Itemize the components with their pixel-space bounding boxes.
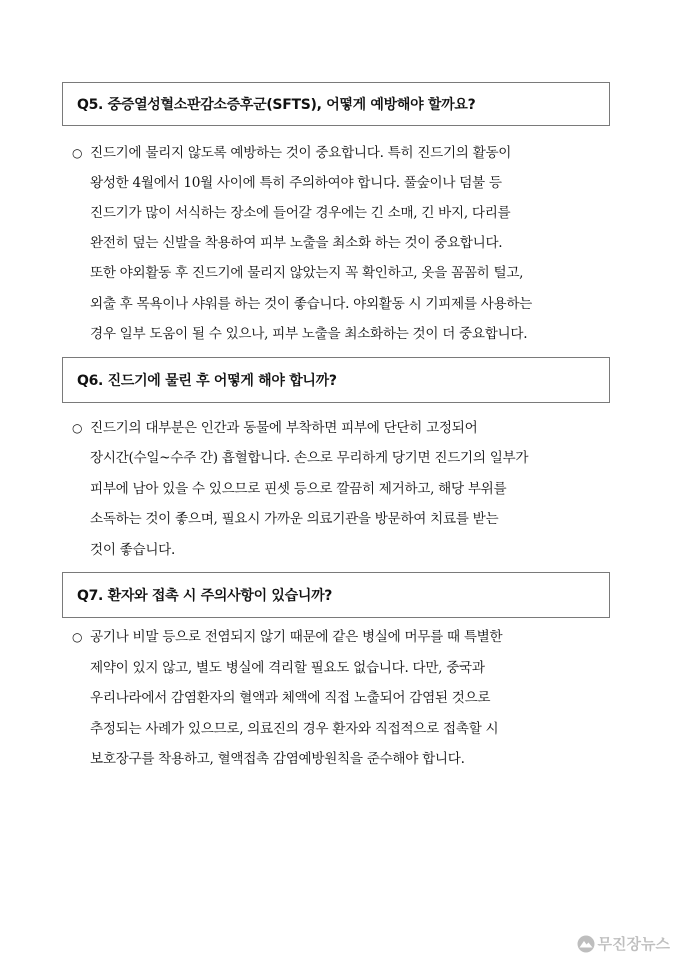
answer-line: 왕성한 4월에서 10월 사이에 특히 주의하여야 합니다. 풀숲이나 덤불 등	[90, 175, 502, 191]
answer-line: ○ 진드기의 대부분은 인간과 동물에 부착하면 피부에 단단히 고정되어	[72, 420, 478, 436]
answer-line: 것이 좋습니다.	[90, 542, 176, 558]
question-title-q7: Q7. 환자와 접촉 시 주의사항이 있습니까?	[77, 588, 333, 604]
question-box-q6	[62, 357, 610, 403]
question-title-q5: Q5. 중증열성혈소판감소증후군(SFTS), 어떻게 예방해야 할까요?	[77, 97, 476, 113]
mountain-logo-icon	[577, 935, 595, 953]
question-title-q6: Q6. 진드기에 물린 후 어떻게 해야 합니까?	[77, 373, 337, 389]
answer-line: ○ 공기나 비말 등으로 전염되지 않기 때문에 같은 병실에 머무를 때 특별한	[72, 629, 503, 645]
watermark	[577, 933, 670, 954]
answer-line: 추정되는 사례가 있으므로, 의료진의 경우 환자와 직접적으로 접촉할 시	[90, 721, 499, 737]
question-box-q7	[62, 572, 610, 618]
answer-line: 피부에 남아 있을 수 있으므로 핀셋 등으로 깔끔히 제거하고, 해당 부위를	[90, 481, 507, 497]
answer-line: 경우 일부 도움이 될 수 있으나, 피부 노출을 최소화하는 것이 더 중요합니다.	[90, 326, 528, 342]
bullet-icon: ○	[72, 146, 83, 160]
answer-line: 진드기가 많이 서식하는 장소에 들어갈 경우에는 긴 소매, 긴 바지, 다리를	[90, 205, 511, 221]
answer-line: 우리나라에서 감염환자의 혈액과 체액에 직접 노출되어 감염된 것으로	[90, 690, 491, 706]
watermark-text: 무진장뉴스	[597, 935, 670, 953]
answer-line: 소독하는 것이 좋으며, 필요시 가까운 의료기관을 방문하여 치료를 받는	[90, 511, 499, 527]
answer-line: 또한 야외활동 후 진드기에 물리지 않았는지 꼭 확인하고, 옷을 꼼꼼히 털고,	[90, 265, 524, 281]
answer-line: 장시간(수일~수주 간) 흡혈합니다. 손으로 무리하게 당기면 진드기의 일부가	[90, 450, 529, 466]
bullet-icon: ○	[72, 421, 83, 435]
answer-line: 완전히 덮는 신발을 착용하여 피부 노출을 최소화 하는 것이 중요합니다.	[90, 235, 503, 251]
answer-line: 외출 후 목욕이나 샤워를 하는 것이 좋습니다. 야외활동 시 기피제를 사용하는	[90, 296, 533, 312]
answer-line: 보호장구를 착용하고, 혈액접촉 감염예방원칙을 준수해야 합니다.	[90, 751, 465, 767]
answer-line: ○ 진드기에 물리지 않도록 예방하는 것이 중요합니다. 특히 진드기의 활동이	[72, 145, 512, 161]
answer-line: 제약이 있지 않고, 별도 병실에 격리할 필요도 없습니다. 다만, 중국과	[90, 660, 485, 676]
bullet-icon: ○	[72, 630, 83, 644]
question-box-q5	[62, 82, 610, 126]
